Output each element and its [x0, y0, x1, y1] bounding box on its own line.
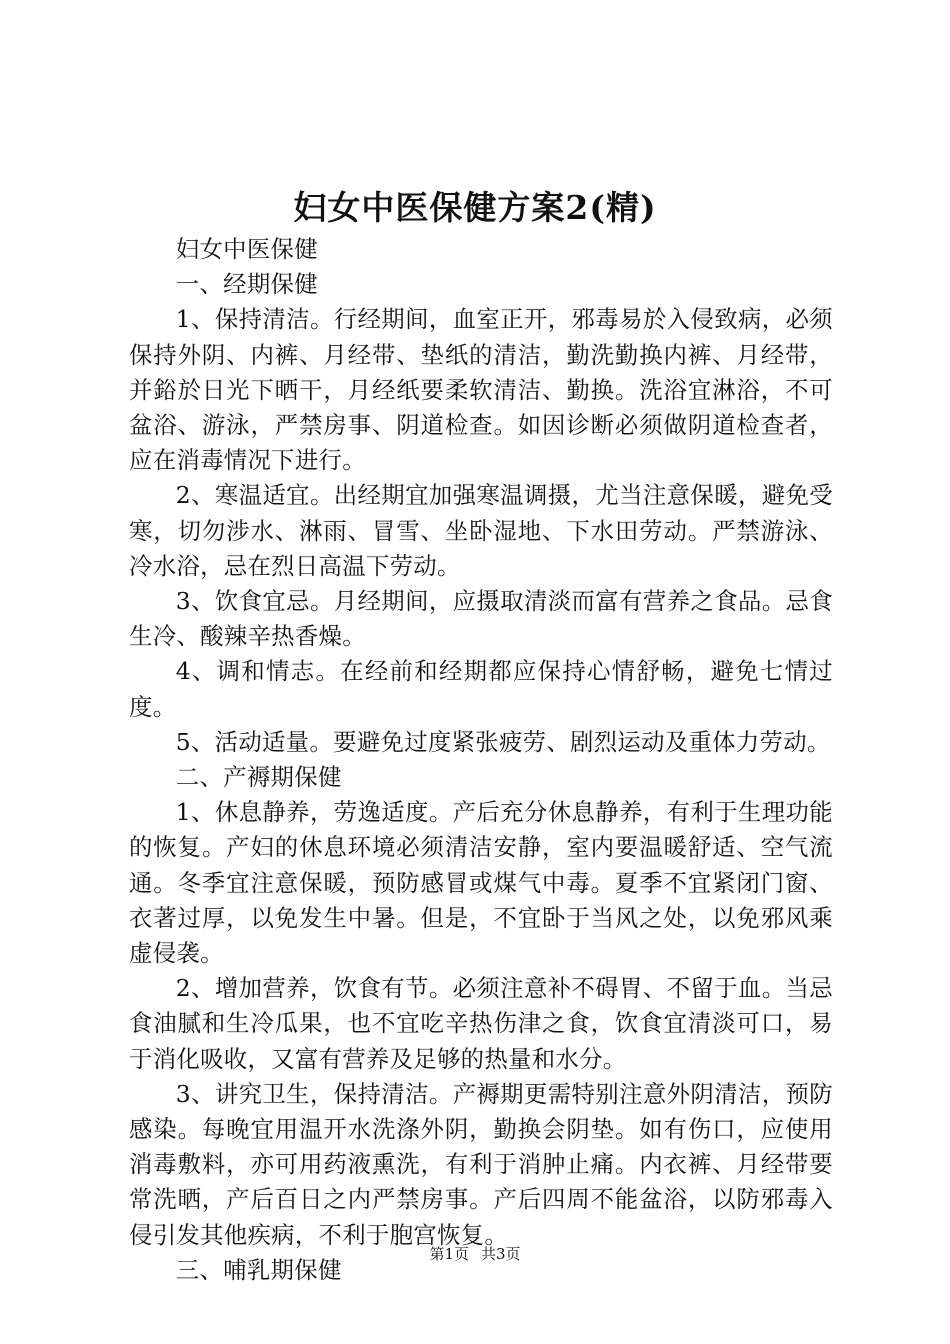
paragraph: 3、饮食宜忌。月经期间，应摄取清淡而富有营养之食品。忌食生冷、酸辣辛热香燥。	[129, 587, 833, 651]
paragraph: 1、保持清洁。行经期间，血室正开，邪毒易於入侵致病，必须保持外阴、内裤、月经带、垫纸的清洁，勤洗勤换内裤、月经带，并鋊於日光下晒干，月经纸要柔软清洁、勤换。洗浴宜淋浴，不可盆浴、游泳，严禁房事、阴道检查。如因诊断必须做阴道检查者，应在消毒情况下进行。	[129, 305, 833, 475]
page-number: 第1页	[429, 1245, 469, 1263]
section-heading-menstrual: 一、经期保健	[175, 270, 318, 299]
paragraph: 1、休息静养，劳逸适度。产后充分休息静养，有利于生理功能的恢复。产妇的休息环境必须清洁安静，室内要温暖舒适、空气流通。冬季宜注意保暖，预防感冒或煤气中毒。夏季不宜紧闭门窗、衣著过厚，以免发生中暑。但是，不宜卧于当风之处，以免邪风乘虚侵袭。	[129, 798, 833, 968]
paragraph-heading: 妇女中医保健	[175, 235, 318, 263]
section-heading-postpartum: 二、产褥期保健	[175, 763, 342, 792]
paragraph: 3、讲究卫生，保持清洁。产褥期更需特别注意外阴清洁，预防感染。每晚宜用温开水洗涤外阴，勤换会阴垫。如有伤口，应使用消毒敷料，亦可用药液熏洗，有利于消肿止痛。内衣裤、月经带要常洗晒，产后百日之内严禁房事。产后四周不能盆浴，以防邪毒入侵引发其他疾病，不利于胞宫恢复。	[129, 1079, 833, 1249]
section-heading-lactation: 三、哺乳期保健	[175, 1255, 342, 1284]
page-footer	[0, 1244, 950, 1264]
paragraph: 2、寒温适宜。出经期宜加强寒温调摄，尤当注意保暖，避免受寒，切勿涉水、淋雨、冒雪、坐卧湿地、下水田劳动。严禁游泳、冷水浴，忌在烈日高温下劳动。	[129, 481, 833, 580]
paragraph: 5、活动适量。要避免过度紧张疲劳、剧烈运动及重体力劳动。	[175, 727, 831, 756]
page-total: 共3页	[481, 1245, 521, 1263]
document-title: 妇女中医保健方案2(精)	[293, 188, 657, 227]
paragraph: 2、增加营养，饮食有节。必须注意补不碍胃、不留于血。当忌食油腻和生冷瓜果，也不宜吃辛热伤津之食，饮食宜清淡可口，易于消化吸收，又富有营养及足够的热量和水分。	[129, 974, 833, 1073]
paragraph: 4、调和情志。在经前和经期都应保持心情舒畅，避免七情过度。	[129, 657, 833, 721]
document-body	[129, 232, 833, 1288]
